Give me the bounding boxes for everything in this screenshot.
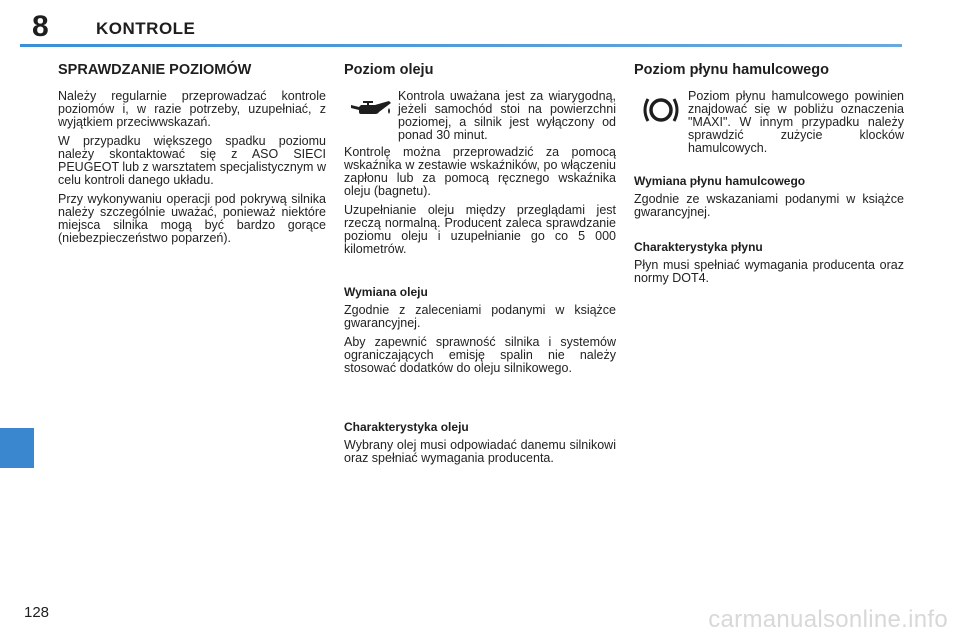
paragraph: Uzupełnianie oleju między przeglądami jest rzeczą normalną. Producent zaleca sprawdzanie poziomu oleju i uzupełnianie go co 5 000 kilometrów. [344, 203, 616, 256]
paragraph: Kontrolę można przeprowadzić za pomocą wskaźnika w zestawie wskaźników, po włączeniu zapłonu lub za pomocą ręcznego wskaźnika oleju (bagnetu). [344, 145, 616, 198]
paragraph: Płyn musi spełniać wymagania producenta oraz normy DOT4. [634, 258, 904, 285]
header-rule [20, 44, 902, 47]
page-number: 128 [24, 604, 50, 621]
subsection-title-oil-spec: Charakterystyka oleju [344, 420, 469, 434]
paragraph: W przypadku większego spadku poziomu należy skontaktować się z ASO SIECI PEUGEOT lub z warsztatem specjalistycznym w celu kontroli danego układu. [58, 134, 326, 187]
oil-can-icon [344, 90, 398, 130]
section-title-oil-level: Poziom oleju [344, 62, 434, 78]
paragraph: Należy regularnie przeprowadzać kontrole poziomów i, w razie potrzeby, uzupełniać, z wyjątkiem przeciwwskazań. [58, 89, 326, 129]
chapter-number: 8 [32, 10, 49, 43]
column-checking-levels [58, 60, 326, 251]
column-oil-level [344, 60, 616, 471]
subsection-title-brake-spec: Charakterystyka płynu [634, 240, 763, 254]
watermark: carmanualsonline.info [708, 606, 948, 633]
chapter-title: KONTROLE [96, 19, 196, 38]
oil-icon-row [344, 90, 616, 142]
section-title-brake-fluid: Poziom płynu hamulcowego [634, 62, 829, 78]
paragraph: Zgodnie ze wskazaniami podanymi w książce gwarancyjnej. [634, 192, 904, 219]
chapter-side-tab [0, 428, 34, 468]
oil-icon-text: Kontrola uważana jest za wiarygodną, jeżeli samochód stoi na powierzchni poziomej, a silnik jest wyłączony od ponad 30 minut. [398, 89, 616, 142]
section-title-checking-levels: SPRAWDZANIE POZIOMÓW [58, 62, 252, 78]
brake-warning-icon [634, 90, 688, 130]
brake-icon-text: Poziom płynu hamulcowego powinien znajdować się w pobliżu oznaczenia "MAXI". W innym przypadku należy sprawdzić zużycie klocków hamulcowych. [688, 89, 904, 155]
brake-icon-row [634, 90, 904, 155]
column-brake-fluid [634, 60, 904, 291]
paragraph: Wybrany olej musi odpowiadać danemu silnikowi oraz spełniać wymagania producenta. [344, 438, 616, 465]
paragraph: Aby zapewnić sprawność silnika i systemów ograniczających emisję spalin nie należy stosować dodatków do oleju silnikowego. [344, 335, 616, 375]
paragraph: Zgodnie z zaleceniami podanymi w książce gwarancyjnej. [344, 303, 616, 330]
subsection-title-oil-change: Wymiana oleju [344, 285, 428, 299]
paragraph: Przy wykonywaniu operacji pod pokrywą silnika należy szczególnie uważać, ponieważ niektóre miejsca silnika mogą być bardzo gorące (niebezpieczeństwo poparzeń). [58, 192, 326, 245]
subsection-title-brake-change: Wymiana płynu hamulcowego [634, 174, 806, 188]
